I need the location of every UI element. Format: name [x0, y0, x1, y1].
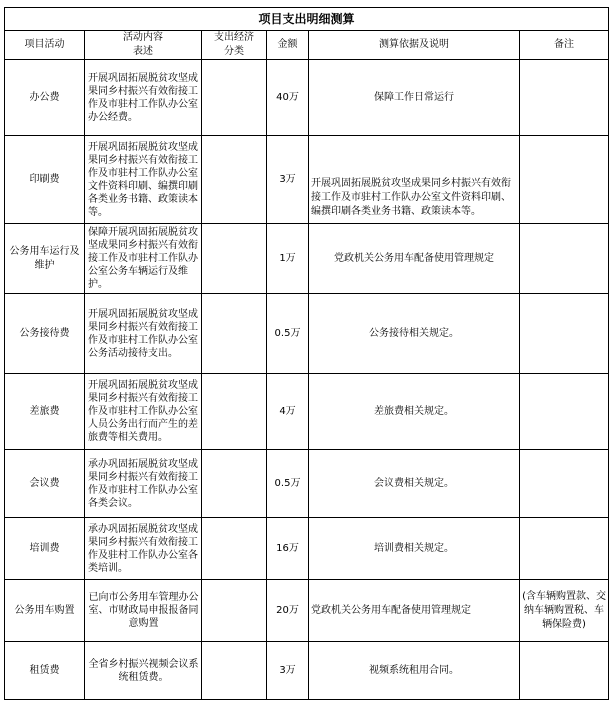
activity-cell: 差旅费 — [5, 374, 85, 450]
activity-cell: 公务用车运行及维护 — [5, 224, 85, 294]
note-cell — [520, 136, 609, 224]
activity-cell: 培训费 — [5, 518, 85, 580]
header-activity: 项目活动 — [5, 31, 85, 60]
activity-cell: 租赁费 — [5, 642, 85, 700]
table-row — [5, 450, 609, 518]
content-cell: 承办巩固拓展脱贫攻坚成果同乡村振兴有效衔接工作及市驻村工作队办公室各类会议。 — [85, 450, 202, 518]
econ-cell — [202, 136, 267, 224]
budget-sheet — [4, 7, 608, 700]
content-cell: 已向市公务用车管理办公室、市财政局申报报备同意购置 — [85, 580, 202, 642]
econ-cell — [202, 518, 267, 580]
table-row — [5, 294, 609, 374]
basis-cell: 开展巩固拓展脱贫攻坚成果同乡村振兴有效衔接工作及市驻村工作队办公室文件资料印刷、编撰印刷各类业务书籍、政策读本等。 — [309, 136, 520, 224]
table-row — [5, 60, 609, 136]
amount-cell: 4万 — [267, 374, 309, 450]
content-cell: 开展巩固拓展脱贫攻坚成果同乡村振兴有效衔接工作及市驻村工作队办公室人员公务出行而产生的差旅费等相关费用。 — [85, 374, 202, 450]
note-cell — [520, 374, 609, 450]
header-note: 备注 — [520, 31, 609, 60]
activity-cell: 公务用车购置 — [5, 580, 85, 642]
header-amount: 金额 — [267, 31, 309, 60]
note-cell — [520, 450, 609, 518]
basis-cell: 公务接待相关规定。 — [309, 294, 520, 374]
table-title: 项目支出明细测算 — [5, 8, 609, 31]
content-cell: 开展巩固拓展脱贫攻坚成果同乡村振兴有效衔接工作及市驻村工作队办公室文件资料印刷、编撰印刷各类业务书籍、政策读本等。 — [85, 136, 202, 224]
table-row — [5, 580, 609, 642]
note-cell — [520, 60, 609, 136]
amount-cell: 0.5万 — [267, 450, 309, 518]
activity-cell: 会议费 — [5, 450, 85, 518]
header-content: 活动内容 表述 — [85, 31, 202, 60]
header-basis: 测算依据及说明 — [309, 31, 520, 60]
basis-cell: 党政机关公务用车配备使用管理规定 — [309, 224, 520, 294]
header-econ: 支出经济 分类 — [202, 31, 267, 60]
amount-cell: 40万 — [267, 60, 309, 136]
note-cell: (含车辆购置款、交纳车辆购置税、车辆保险费) — [520, 580, 609, 642]
basis-cell: 会议费相关规定。 — [309, 450, 520, 518]
econ-cell — [202, 450, 267, 518]
amount-cell: 20万 — [267, 580, 309, 642]
activity-cell: 公务接待费 — [5, 294, 85, 374]
amount-cell: 16万 — [267, 518, 309, 580]
econ-cell — [202, 642, 267, 700]
econ-cell — [202, 374, 267, 450]
econ-cell — [202, 294, 267, 374]
note-cell — [520, 294, 609, 374]
content-cell: 承办巩固拓展脱贫攻坚成果同乡村振兴有效衔接工作及驻村工作队办公室各类培训。 — [85, 518, 202, 580]
basis-cell: 差旅费相关规定。 — [309, 374, 520, 450]
content-cell: 全省乡村振兴视频会议系统租赁费。 — [85, 642, 202, 700]
note-cell — [520, 642, 609, 700]
econ-cell — [202, 224, 267, 294]
note-cell — [520, 518, 609, 580]
basis-cell: 视频系统租用合同。 — [309, 642, 520, 700]
table-row — [5, 224, 609, 294]
table-row — [5, 374, 609, 450]
budget-table — [4, 7, 609, 700]
activity-cell: 印刷费 — [5, 136, 85, 224]
econ-cell — [202, 580, 267, 642]
amount-cell: 3万 — [267, 136, 309, 224]
basis-cell: 培训费相关规定。 — [309, 518, 520, 580]
table-row — [5, 136, 609, 224]
content-cell: 开展巩固拓展脱贫攻坚成果同乡村振兴有效衔接工作及市驻村工作队办公室办公经费。 — [85, 60, 202, 136]
basis-cell: 党政机关公务用车配备使用管理规定 — [309, 580, 520, 642]
table-row — [5, 518, 609, 580]
content-cell: 开展巩固拓展脱贫攻坚成果同乡村振兴有效衔接工作及市驻村工作队办公室公务活动接待支出。 — [85, 294, 202, 374]
table-row — [5, 642, 609, 700]
amount-cell: 0.5万 — [267, 294, 309, 374]
basis-cell: 保障工作日常运行 — [309, 60, 520, 136]
note-cell — [520, 224, 609, 294]
content-cell: 保障开展巩固拓展脱贫攻坚成果同乡村振兴有效衔接工作及市驻村工作队办公室公务车辆运行及维护。 — [85, 224, 202, 294]
econ-cell — [202, 60, 267, 136]
amount-cell: 3万 — [267, 642, 309, 700]
activity-cell: 办公费 — [5, 60, 85, 136]
amount-cell: 1万 — [267, 224, 309, 294]
